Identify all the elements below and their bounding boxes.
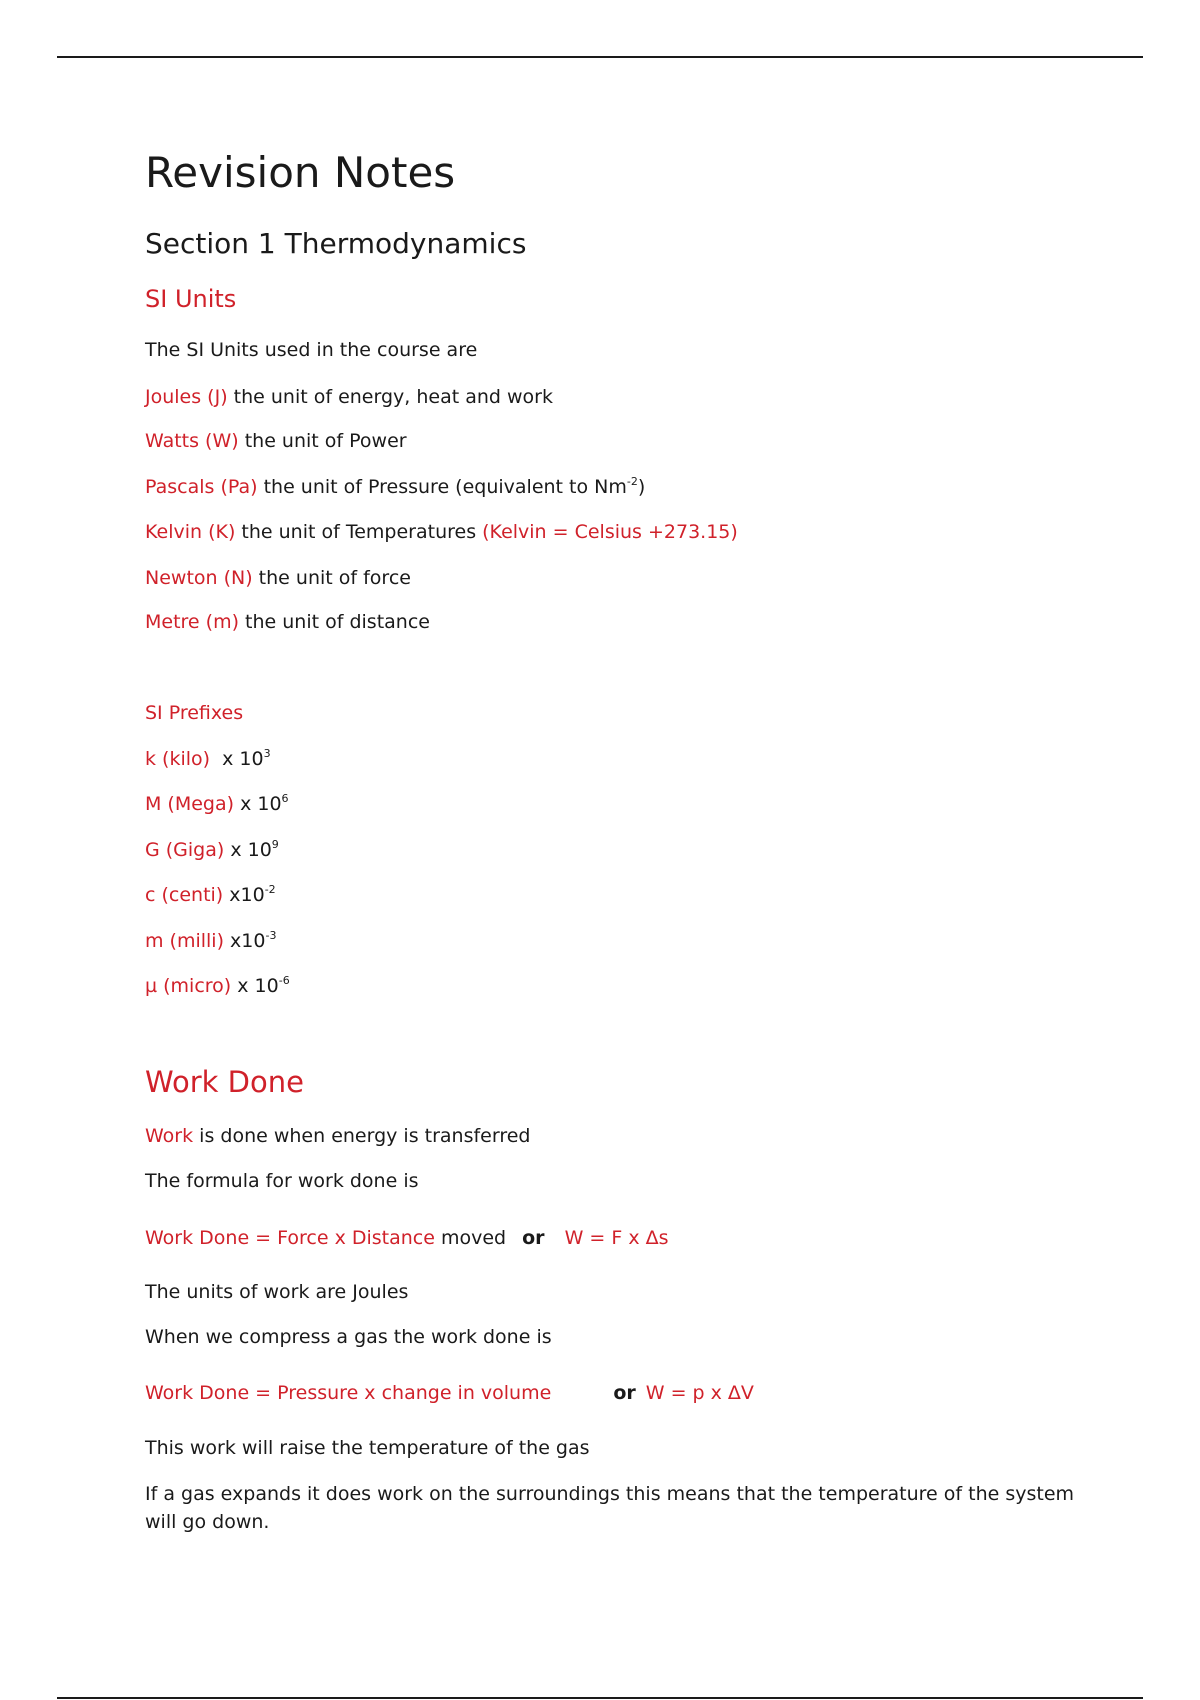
formula-text: Work Done = Force x Distance: [145, 1227, 435, 1249]
work-formula-1: [145, 1226, 669, 1250]
unit-newton: [145, 566, 411, 590]
prefix-centi: [145, 883, 276, 907]
prefix-term: c (centi): [145, 884, 224, 906]
formula-intro: The formula for work done is: [145, 1170, 419, 1192]
work-definition-text: is done when energy is transferred: [193, 1125, 531, 1147]
unit-metre: [145, 610, 430, 634]
work-done-heading: Work Done: [145, 1065, 304, 1099]
footer-rule: [57, 1697, 1143, 1699]
formula-equation: W = F x Δs: [564, 1227, 669, 1249]
prefix-multiplier: x10: [224, 930, 266, 952]
unit-joules: [145, 385, 553, 409]
prefix-multiplier: x 10: [224, 839, 272, 861]
header-rule: [57, 56, 1143, 58]
prefix-multiplier: x 10: [234, 793, 282, 815]
kelvin-conversion-note: (Kelvin = Celsius +273.15): [482, 521, 738, 543]
exponent: -2: [626, 475, 638, 488]
exponent: -3: [265, 929, 277, 942]
or-label: or: [613, 1382, 636, 1404]
exponent: 9: [271, 838, 279, 851]
unit-description: the unit of distance: [239, 611, 430, 633]
unit-term: Newton (N): [145, 567, 253, 589]
unit-description: the unit of Power: [238, 430, 407, 452]
unit-term: Pascals (Pa): [145, 476, 258, 498]
prefix-multiplier: x10: [223, 884, 265, 906]
unit-kelvin: [145, 520, 738, 544]
expansion-note: If a gas expands it does work on the surroundings this means that the temperature of the system will go down.: [145, 1483, 1075, 1533]
formula-equation: W = p x ΔV: [645, 1382, 754, 1404]
prefix-micro: [145, 974, 290, 998]
section-title: Section 1 Thermodynamics: [145, 227, 527, 260]
unit-term: Watts (W): [145, 430, 239, 452]
exponent: 6: [281, 792, 289, 805]
compress-intro: When we compress a gas the work done is: [145, 1326, 552, 1348]
work-units: The units of work are Joules: [145, 1281, 409, 1303]
prefix-mega: [145, 792, 289, 816]
formula-plain-text: moved: [434, 1227, 507, 1249]
unit-watts: [145, 429, 407, 453]
work-formula-2: [145, 1381, 754, 1405]
prefix-milli: [145, 929, 276, 953]
unit-term: Joules (J): [145, 386, 228, 408]
page-title: Revision Notes: [145, 148, 456, 197]
unit-description: the unit of force: [252, 567, 411, 589]
prefix-multiplier: x 10: [210, 748, 264, 770]
closing-paren: ): [637, 476, 646, 498]
unit-description: the unit of energy, heat and work: [227, 386, 553, 408]
formula-text: Work Done = Pressure x change in volume: [145, 1382, 552, 1404]
si-prefixes-heading: SI Prefixes: [145, 702, 244, 724]
or-label: or: [522, 1227, 545, 1249]
si-units-intro: The SI Units used in the course are: [145, 339, 478, 361]
unit-term: Metre (m): [145, 611, 239, 633]
unit-pascals: [145, 475, 645, 499]
prefix-kilo: [145, 747, 271, 771]
prefix-term: G (Giga): [145, 839, 225, 861]
prefix-multiplier: x 10: [231, 975, 279, 997]
prefix-term: m (milli): [145, 930, 224, 952]
raise-temperature-note: This work will raise the temperature of the gas: [145, 1437, 590, 1459]
prefix-giga: [145, 838, 279, 862]
prefix-term: M (Mega): [145, 793, 235, 815]
work-term: Work: [145, 1125, 194, 1147]
work-definition: [145, 1124, 531, 1148]
unit-description: the unit of Pressure (equivalent to Nm: [257, 476, 627, 498]
prefix-term: k (kilo): [145, 748, 211, 770]
prefix-term: µ (micro): [145, 975, 232, 997]
unit-description: the unit of Temperatures: [235, 521, 483, 543]
unit-term: Kelvin (K): [145, 521, 236, 543]
exponent: -6: [278, 974, 290, 987]
exponent: -2: [264, 883, 276, 896]
exponent: 3: [263, 747, 271, 760]
si-units-heading: SI Units: [145, 285, 237, 313]
